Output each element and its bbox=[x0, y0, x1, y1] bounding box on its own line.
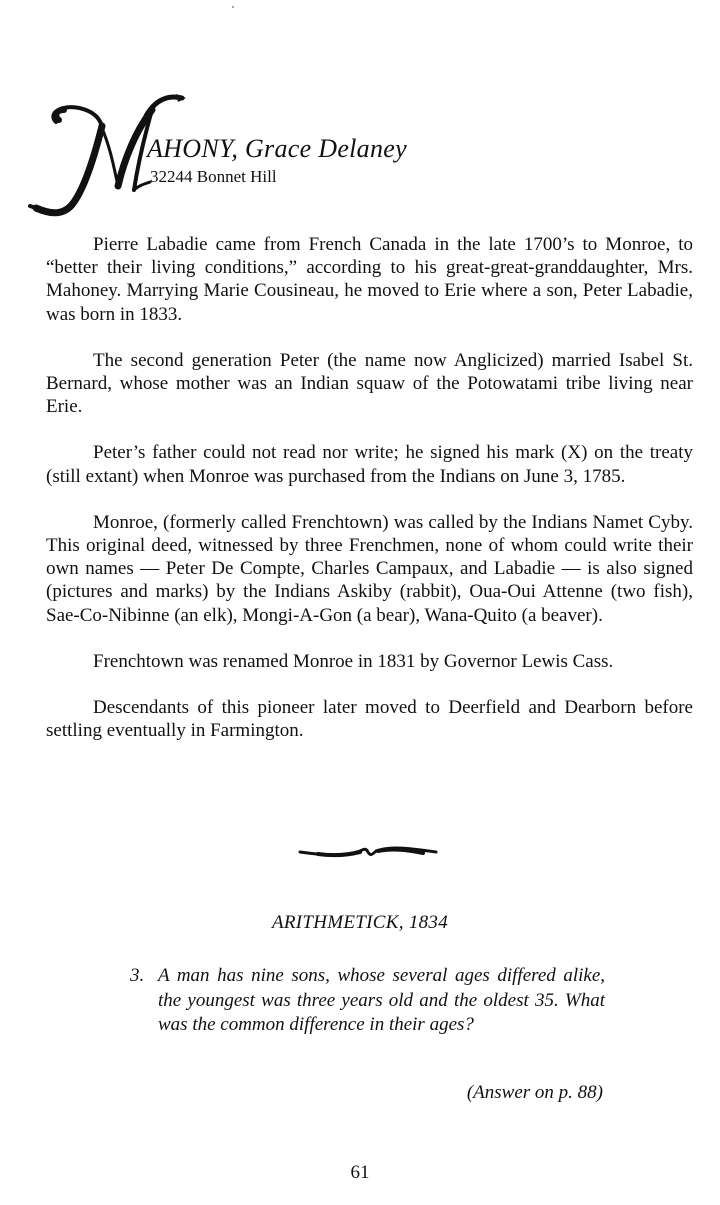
paragraph: Peter’s father could not read nor write; he signed his mark (X) on the treaty (still extant) when Monroe was purchased from the Indians on June 3, 1785. bbox=[46, 442, 693, 487]
paragraph: Frenchtown was renamed Monroe in 1831 by Governor Lewis Cass. bbox=[93, 650, 614, 672]
paragraph: The second generation Peter (the name now Anglicized) married Isabel St. Bernard, whose mother was an Indian squaw of the Potowatami tribe living near Erie. bbox=[46, 349, 693, 418]
entry-address: 32244 Bonnet Hill bbox=[150, 167, 277, 186]
section-title: ARITHMETICK, 1834 bbox=[271, 912, 449, 933]
problem-number: 3. bbox=[130, 965, 145, 986]
problem-text: A man has nine sons, whose several ages differed alike, the youngest was three years old and the oldest 35. What was the common difference in their ages? bbox=[158, 965, 605, 1035]
paragraph: Pierre Labadie came from French Canada in the late 1700’s to Monroe, to “better their living conditions,” according to his great-great-granddaughter, Mrs. Mahoney. Marrying Marie Cousineau, he moved to Erie where a son, Peter Labadie, was born in 1833. bbox=[46, 234, 693, 325]
paragraph: Descendants of this pioneer later moved to Deerfield and Dearborn before settling eventually in Farmington. bbox=[46, 697, 693, 742]
stray-mark bbox=[232, 6, 234, 8]
paragraph: Monroe, (formerly called Frenchtown) was called by the Indians Namet Cyby. This original deed, witnessed by three Frenchmen, none of whom could write their own names — Peter De Compte, Charles Campaux, and Labadie — is also signed (pictures and marks) by the Indians Askiby (rabbit), Oua-Oui Attenne (two fish), Sae-Co-Nibinne (an elk), Mongi-A-Gon (a bear), Wana-Quito (a beaver). bbox=[46, 511, 693, 626]
entry-surname: AHONY, bbox=[147, 134, 239, 163]
divider-ornament-icon bbox=[298, 844, 438, 862]
answer-reference: (Answer on p. 88) bbox=[466, 1082, 603, 1103]
arithmetic-problem bbox=[130, 964, 605, 1038]
page-number: 61 bbox=[350, 1162, 370, 1183]
entry-name bbox=[147, 134, 407, 164]
entry-given-name: Grace Delaney bbox=[244, 134, 407, 163]
body-text bbox=[46, 233, 693, 765]
